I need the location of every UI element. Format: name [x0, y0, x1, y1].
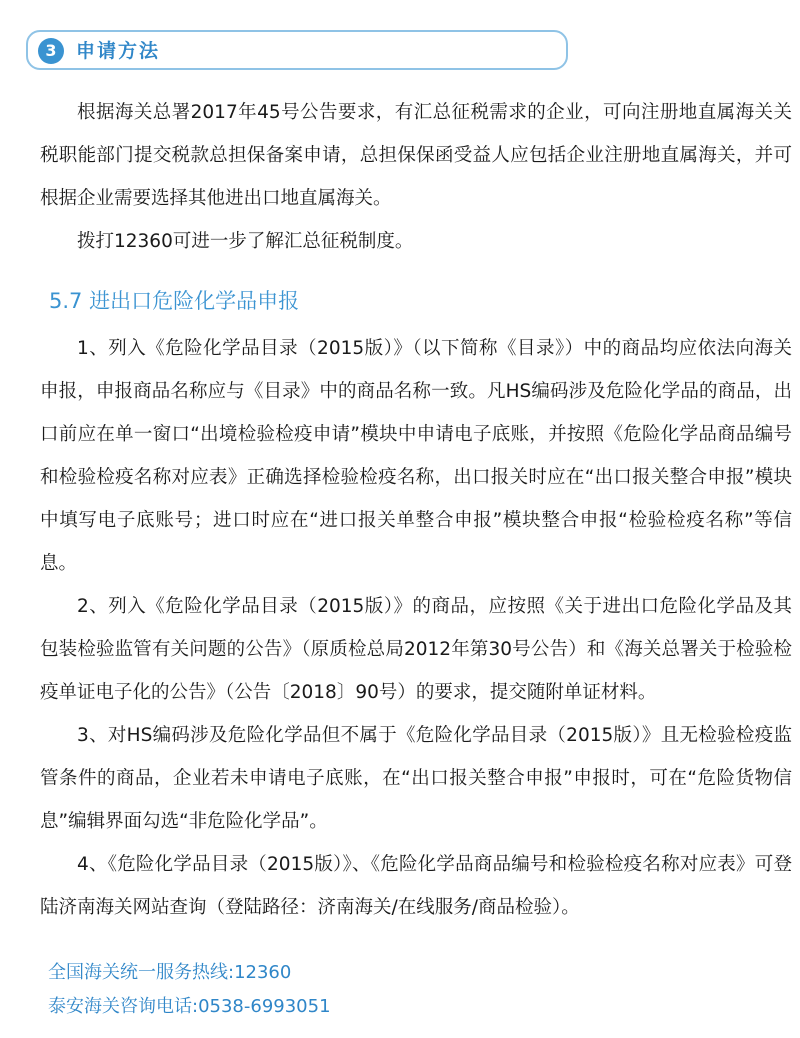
section-number-badge: 3 — [38, 38, 64, 64]
section-banner — [26, 30, 568, 70]
section-title: 申请方法 — [76, 40, 161, 62]
section-subheading: 5.7 进出口危险化学品申报 — [49, 289, 300, 313]
consult-phone-text: 泰安海关咨询电话:0538-6993051 — [48, 996, 331, 1017]
paragraph-hotline-info: 拨打12360可进一步了解汇总征税制度。 — [77, 231, 414, 252]
document-body — [40, 91, 792, 929]
hotline-text: 全国海关统一服务热线:12360 — [48, 962, 292, 983]
contact-footer — [48, 956, 331, 1024]
paragraph-filing-requirement: 根据海关总署2017年45号公告要求，有汇总征税需求的企业，可向注册地直属海关关税职能部门提交税款总担保备案申请，总担保保函受益人应包括企业注册地直属海关，并可根据企业需要选择其他进出口地直属海关。 — [40, 102, 792, 209]
paragraph-item-2: 2、列入《危险化学品目录（2015版）》的商品，应按照《关于进出口危险化学品及其包装检验监管有关问题的公告》（原质检总局2012年第30号公告）和《海关总署关于检验检疫单证电子化的公告》（公告〔2018〕90号）的要求，提交随附单证材料。 — [40, 596, 792, 703]
paragraph-item-3: 3、对HS编码涉及危险化学品但不属于《危险化学品目录（2015版）》且无检验检疫监管条件的商品，企业若未申请电子底账，在“出口报关整合申报”申报时，可在“危险货物信息”编辑界面勾选“非危险化学品”。 — [40, 725, 792, 832]
paragraph-item-1: 1、列入《危险化学品目录（2015版）》（以下简称《目录》）中的商品均应依法向海关申报，申报商品名称应与《目录》中的商品名称一致。凡HS编码涉及危险化学品的商品，出口前应在单一窗口“出境检验检疫申请”模块中申请电子底账，并按照《危险化学品商品编号和检验检疫名称对应表》正确选择检验检疫名称，出口报关时应在“出口报关整合申报”模块中填写电子底账号；进口时应在“进口报关单整合申报”模块整合申报“检验检疫名称”等信息。 — [40, 338, 792, 574]
paragraph-item-4: 4、《危险化学品目录（2015版）》、《危险化学品商品编号和检验检疫名称对应表》可登陆济南海关网站查询（登陆路径：济南海关/在线服务/商品检验）。 — [40, 854, 792, 918]
